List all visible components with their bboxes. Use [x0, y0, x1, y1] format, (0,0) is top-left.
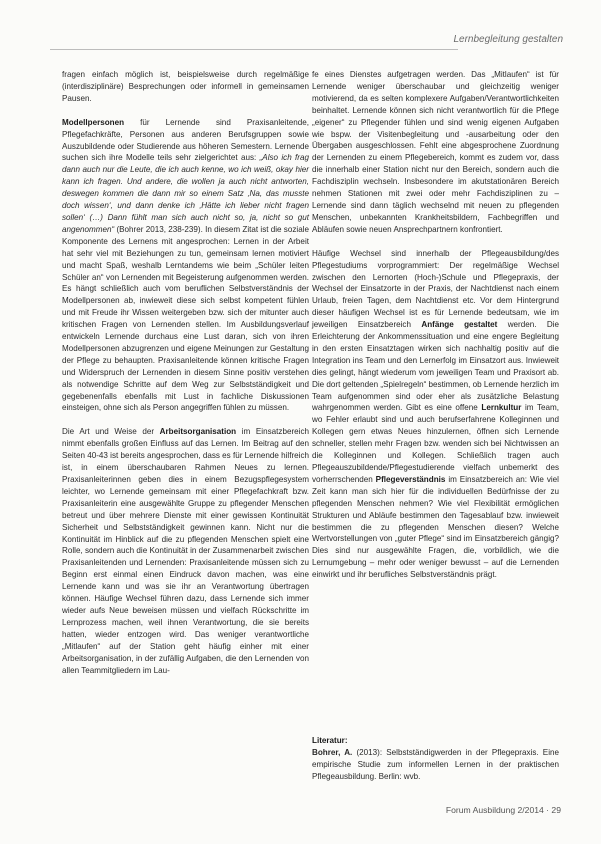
left-column: [62, 69, 309, 676]
page-footer: Forum Ausbildung 2/2014 · 29: [445, 805, 561, 815]
literature-text: (2013): Selbstständigwerden in der Pflegepraxis. Eine empirische Studie zum informellen Lernen in der praktischen Pflegeausbildung. Berlin: wvb.: [312, 747, 559, 781]
literature-heading: Literatur:: [312, 736, 348, 745]
term-modellpersonen: Modellpersonen: [62, 117, 125, 127]
paragraph-wechsel: [312, 248, 559, 581]
literature-entry: [312, 747, 559, 783]
paragraph-text: im Einsatzbereich an: Wie viel Zeit kann man sich hier für die individuellen Bedürfnisse der zu pflegenden Menschen nehmen? Wie viel Flexibilität ermöglichen Strukturen und Abläufe bestimmen den Tagesablauf bzw. inwieweit bestimmen die zu pflegenden Menschen diesen? Welche Wertvorstellungen von „guter Pflege“ sind im Einsatzbereich gängig? Dies sind nur ausgewählte Fragen, die, vorbildlich, wie die Lernumgebung – mehr oder weniger bewusst – auf die Lernenden einwirkt und ihr berufliches Selbstverständnis prägt.: [312, 474, 559, 580]
paragraph-text: für Lernende sind Praxisanleitende, Pflegefachkräfte, Personen aus anderen Berufsgruppen sowie Auszubildende oder Studierende aus höheren Semestern. Lernende suchen sich ihre Modelle teils sehr zielgerichtet aus:: [62, 117, 309, 163]
term-anfaenge: Anfänge gestaltet: [421, 320, 498, 330]
header-rule: [50, 49, 458, 50]
term-pflegeverstaendnis: Pflegeverständnis: [375, 474, 446, 484]
paragraph-modellpersonen: [62, 117, 309, 415]
paragraph-text: (Bohrer 2013, 238-239). In diesem Zitat ist die soziale Komponente des Lernens mit angesprochen: Lernen in der Arbeit hat sehr viel mit Beziehungen zu tun, gemeinsam lernen motiviert und macht Spaß, weshalb Lerntandems wie beim „Schüler leiten Schüler an“ von Lernenden mit Begeisterung aufgenommen werden. Es hängt schließlich auch vom beruflichen Selbstverständnis der Modellpersonen ab, inwieweit diese sich selbst kompetent fühlen und mit Freude ihr Wissen weitergeben bzw. sich der mitunter auch kritischen Fragen von Lernenden stellen. Im Ausbildungsverlauf entwickeln Lernende durchaus eine Lust daran, sich von ihren Modellpersonen abzugrenzen und eigene Meinungen zur Gestaltung der Pflege zu behaupten. Praxisanleitende können kritische Fragen und Widerspruch der Lernenden in diesem Sinne positiv verstehen als notwendige Schritte auf dem Weg zur Selbstständigkeit und gegebenenfalls ebenfalls mit Lust in fachliche Diskussionen einsteigen, ohne sich als Person angegriffen fühlen zu müssen.: [62, 224, 310, 413]
paragraph: fragen einfach möglich ist, beispielsweise durch regelmäßige (interdisziplinäre) Besprechungen oder informell in gemeinsamen Pausen.: [62, 70, 309, 103]
right-column: [312, 69, 559, 581]
term-arbeitsorganisation: Arbeitsorganisation: [159, 427, 237, 437]
paragraph-text: im Einsatzbereich nimmt ebenfalls großen Einfluss auf das Lernen. Im Beitrag auf den Seiten 40-43 ist bereits angesprochen, dass es für Lernende hilfreich ist, in einem überschaubaren Rahmen Neues zu lernen. Praxisanleiterinnen geben dies in einem Bezugspflegesystem leichter, wo Lernende gemeinsam mit einer Pflegefachkraft bzw. Praxisanleiterin eine ausgewählte Gruppe zu pflegender Menschen betreut und über mehrere Dienste mit einer gewissen Kontinuität Sicherheit und Selbstständigkeit gewinnen kann. Nicht nur die Kontinuität im Hinblick auf die zu pflegenden Menschen spielt eine Rolle, sondern auch die Kontinuität in der Zusammenarbeit zwischen Praxisanleitenden und Lernenden: Praxisanleitende müssen sich zu Beginn erst einmal einen Eindruck davon machen, was eine Lernende kann und was sie ihr an Verantwortung übertragen können. Häufige Wechsel führen dazu, dass Lernende sich immer wieder aufs Neue beweisen müssen und vielfach Rückschritte im Lernprozess machen, weil ihnen Verantwortung, die sie bereits hatten, wieder entzogen wird. Das weniger verantwortliche „Mitlaufen“ auf der Station geht häufig einher mit einer Arbeitsorganisation, in der zufällig Aufgaben, die den Lernenden von allen Teammitgliedern im Lau-: [62, 427, 310, 675]
paragraph-text: Die Art und Weise der: [62, 427, 160, 437]
paragraph: fe eines Dienstes aufgetragen werden. Das „Mitlaufen“ ist für Lernende weniger überschaubar und gleichzeitig weniger motivierend, da es selten komplexere Aufgaben/Verantwortlichkeiten beinhaltet. Lernende können sich nicht verantwortlich für die Pflege „eigener“ zu Pflegender fühlen und sind wenig eigenen Aufgaben wie bspw. der Visitenbegleitung und -ausarbeitung oder den Übergaben ausgeschlossen. Fehlt eine abgesprochene Zuordnung der Lernenden zu einem Pflegebereich, kommt es zudem vor, dass die innerhalb einer Station nicht nur den Bereich, sondern auch die Fachdisziplin wechseln. Insbesondere im akutstationären Bereich nehmen Stationen mit zwei oder mehr Fachdisziplinen zu – Lernende sind dann täglich wechselnd mit neuen zu pflegenden Menschen, unbekannten Krankheitsbildern, Fachbegriffen und Abläufen sowie neuen Ansprechpartnern konfrontiert.: [312, 70, 559, 234]
paragraph-text: im Team, wo Fehler erlaubt sind und auch berufserfahrene Kolleginnen und Kollegen gern etwas Neues hinzulernen, öffnen sich Lernende schneller, stellen mehr Fragen bzw. wenden sich bei Nichtwissen an die Kolleginnen und Kollegen. Schließlich tragen auch Pflegeauszubildende/Pflegestudierende vielfach unbemerkt des vorherrschenden: [312, 403, 560, 484]
literature-section: [312, 735, 559, 783]
term-lernkultur: Lernkultur: [481, 403, 522, 413]
paragraph-text: werden. Die Erleichterung der Ankommenssituation und eine engere Begleitung in den ersten Einsatztagen wirken sich nachhaltig positiv auf die Integration ins Team und den Lernerfolg im Einsatzort aus. Inwieweit dies gelingt, hängt wiederum vom jeweiligen Team und Praxisort ab. Die dort geltenden „Spielregeln“ bestimmen, ob Lernende herzlich im Team aufgenommen sind oder eher als zusätzliche Belastung wahrgenommen werden. Gibt es eine offene: [312, 320, 559, 413]
literature-author: Bohrer, A.: [312, 747, 353, 757]
paragraph-text: Häufige Wechsel sind innerhalb der Pflegeausbildung/des Pflegestudiums vorprogrammiert: Der regelmäßige Wechsel zwischen den Lernorten (Hoch-)Schule und Pflegepraxis, der Wechsel der Einsatzorte in der Praxis, der Nachtdienst nach einem Urlaub, freien Tagen, dem Nachtdienst etc. Vor dem Hintergrund dieser häufigen Wechsel ist es für Lernende bedeutsam, wie im jeweiligen Einsatzbereich: [312, 248, 559, 330]
paragraph-arbeitsorganisation: [62, 426, 309, 676]
running-head: Lernbegleitung gestalten: [453, 34, 563, 45]
interview-quote: „Also ich frag dann auch nur die Leute, die ich auch kenne, wo ich weiß, okay hier kann ich fragen. Und andere, die wollen ja auch nicht antworten, deswegen kommen die dann mir so einem Satz ‚Na, das musste doch wissen‘, und dann denke ich ‚Hätte ich lieber nicht fragen sollen‘ (…) Dann fühlt man sich auch nicht so, ja, nicht so gut angenommen“: [62, 153, 310, 234]
